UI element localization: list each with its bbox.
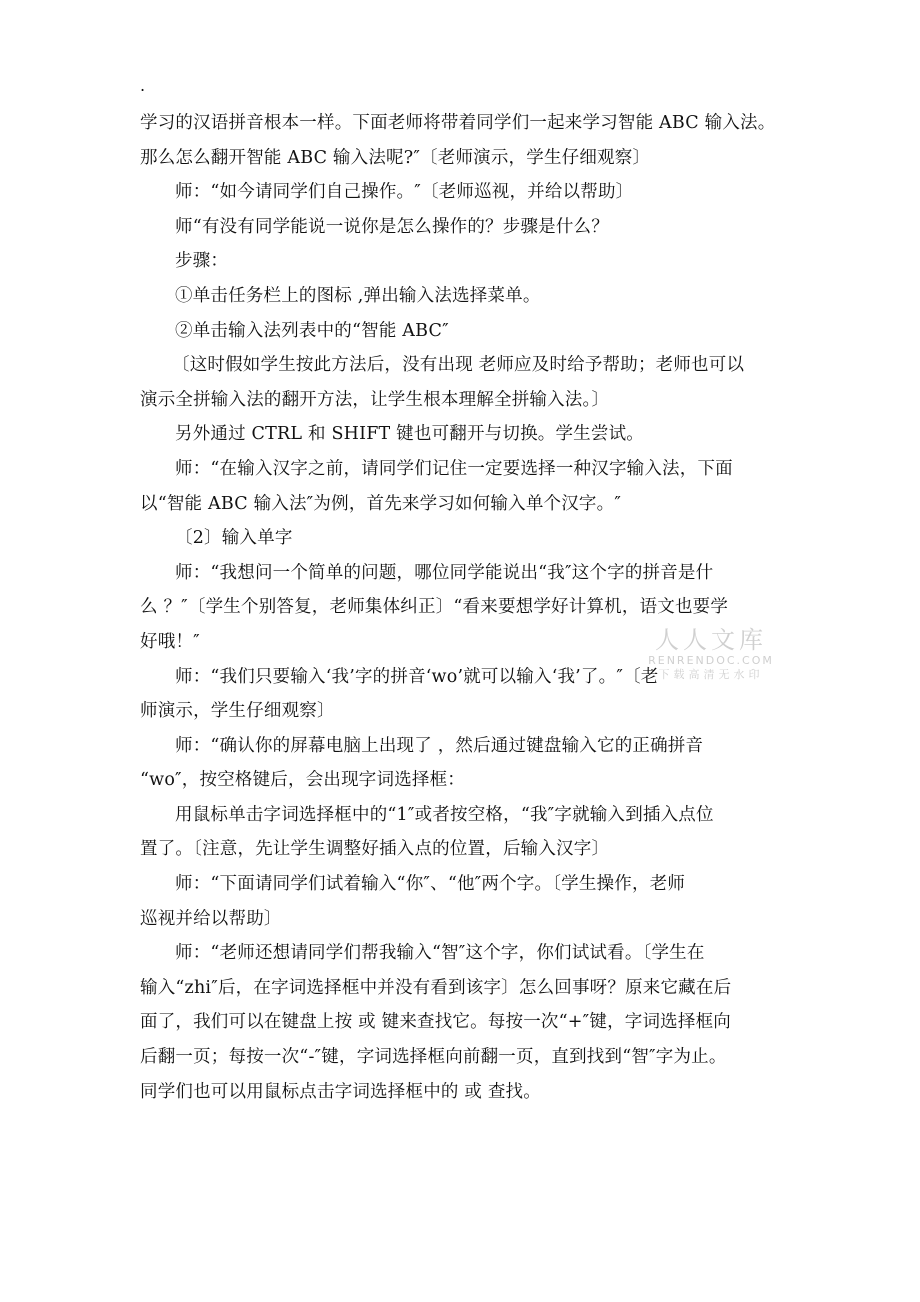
text-line: 置了。〔注意，先让学生调整好插入点的位置，后输入汉字〕 xyxy=(140,839,610,860)
text-line: 师：“确认你的屏幕电脑上出现了 ，然后通过键盘输入它的正确拼音 xyxy=(175,735,704,756)
text-line: ②单击输入法列表中的“智能 ABC″ xyxy=(175,320,449,341)
text-line: 师：“如今请同学们自己操作。″〔老师巡视，并给以帮助〕 xyxy=(175,182,634,203)
text-line: 师：“我想问一个简单的问题，哪位同学能说出“我″这个字的拼音是什 xyxy=(175,562,714,583)
text-line: ①单击任务栏上的图标 ,弹出输入法选择菜单。 xyxy=(175,285,541,306)
text-line: 好哦！″ xyxy=(140,631,200,652)
watermark-caption: 下载高清无水印 xyxy=(658,668,764,681)
text-line: 师：“下面请同学们试着输入“你″、“他″两个字。〔学生操作，老师 xyxy=(175,874,686,895)
text-line: 步骤： xyxy=(175,251,229,272)
text-line: 另外通过 CTRL 和 SHIFT 键也可翻开与切换。学生尝试。 xyxy=(175,424,644,445)
text-line: 后翻一页；每按一次“-″键，字词选择框向前翻一页，直到找到“智″字为止。 xyxy=(140,1047,727,1068)
text-line: 面了，我们可以在键盘上按 或 键来查找它。每按一次“+″键，字词选择框向 xyxy=(140,1012,731,1033)
text-line: 〔这时假如学生按此方法后，没有出现 老师应及时给予帮助；老师也可以 xyxy=(172,355,745,376)
text-line: 用鼠标单击字词选择框中的“1″或者按空格，“我″字就输入到插入点位 xyxy=(175,804,714,825)
watermark-title: 人人文库 xyxy=(655,626,767,654)
text-line: 同学们也可以用鼠标点击字词选择框中的 或 查找。 xyxy=(140,1081,541,1102)
watermark-subtitle: RENRENDOC.COM xyxy=(648,654,774,667)
text-line: 学习的汉语拼音根本一样。下面老师将带着同学们一起来学习智能 ABC 输入法。 xyxy=(140,113,776,133)
text-line: 演示全拼输入法的翻开方法，让学生根本理解全拼输入法。〕 xyxy=(140,389,610,410)
text-line: “wo″，按空格键后，会出现字词选择框： xyxy=(140,770,465,791)
text-line: 那么怎么翻开智能 ABC 输入法呢?″〔老师演示，学生仔细观察〕 xyxy=(140,147,651,168)
text-line: 输入“zhi″后，在字词选择框中并没有看到该字〕怎么回事呀？原来它藏在后 xyxy=(140,977,732,998)
page-mark: . xyxy=(140,76,146,95)
section-heading: 〔2〕输入单字 xyxy=(175,528,293,549)
text-line: 师“有没有同学能说一说你是怎么操作的？步骤是什么？ xyxy=(175,216,609,237)
text-line: 师：“在输入汉字之前，请同学们记住一定要选择一种汉字输入法，下面 xyxy=(175,458,733,479)
text-line: 师：“我们只要输入‘我’字的拼音‘wo’就可以输入‘我’了。″〔老 xyxy=(175,666,659,687)
text-line: 师：“老师还想请同学们帮我输入“智″这个字，你们试试看。〔学生在 xyxy=(175,943,705,964)
text-line: 么 ？″〔学生个别答复，老师集体纠正〕“看来要想学好计算机，语文也要学 xyxy=(140,597,729,618)
document-body xyxy=(140,106,800,1109)
text-line: 师演示，学生仔细观察〕 xyxy=(140,701,335,722)
text-line: 以“智能 ABC 输入法″为例，首先来学习如何输入单个汉字。″ xyxy=(140,493,622,514)
text-line: 巡视并给以帮助〕 xyxy=(140,908,282,929)
watermark xyxy=(636,626,786,682)
